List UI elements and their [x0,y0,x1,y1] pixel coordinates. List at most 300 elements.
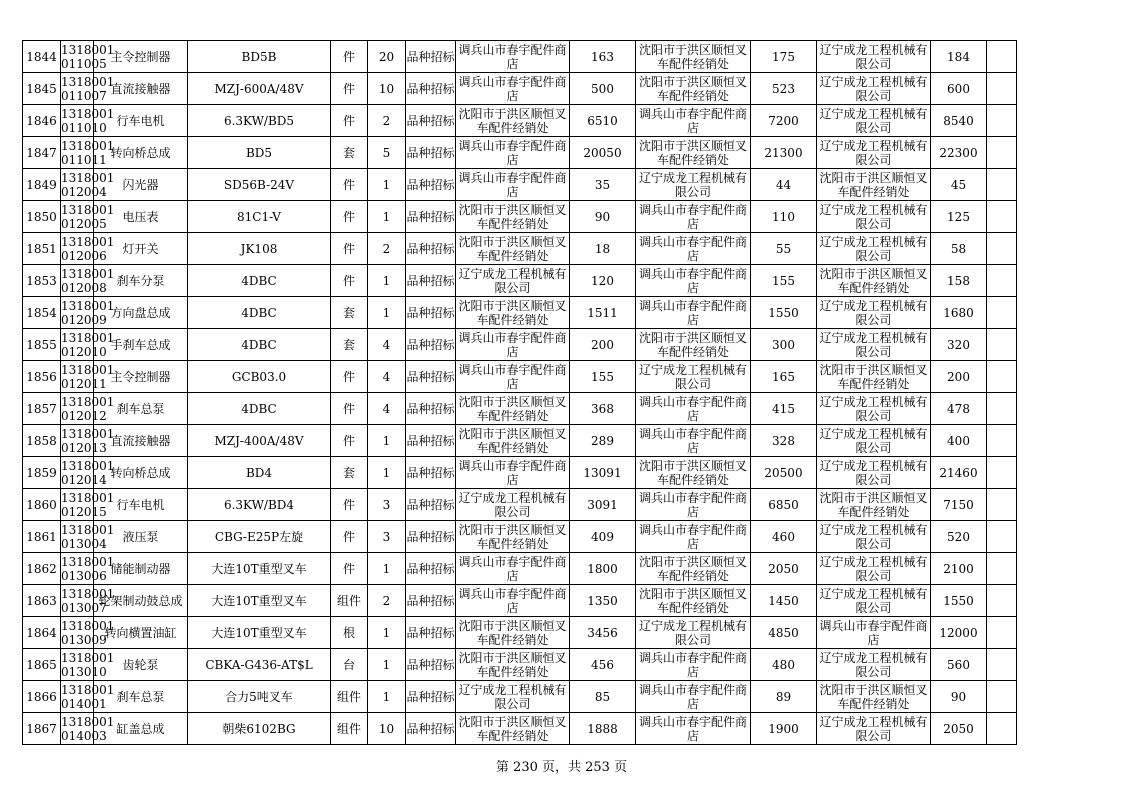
supplier-1: 调兵山市春宇配件商店 [456,137,570,169]
price-3: 184 [931,41,987,73]
procurement-table [22,40,1017,745]
item-name: 转向桥总成 [94,137,188,169]
item-spec: 大连10T重型叉车 [188,553,331,585]
item-qty: 1 [368,457,406,489]
row-number: 1845 [23,73,61,105]
item-unit: 套 [331,297,368,329]
blank-cell [987,713,1017,745]
supplier-3: 辽宁成龙工程机械有限公司 [817,233,931,265]
procurement-method: 品种招标 [406,41,456,73]
blank-cell [987,329,1017,361]
item-spec: JK108 [188,233,331,265]
item-code: 1318001 013010 [61,650,115,679]
blank-cell [987,233,1017,265]
price-2: 55 [751,233,817,265]
table-row [23,73,1017,105]
item-name: 电压表 [94,201,188,233]
price-1: 456 [570,649,636,681]
supplier-2: 调兵山市春宇配件商店 [636,201,751,233]
item-unit: 套 [331,137,368,169]
item-unit: 件 [331,265,368,297]
supplier-3: 辽宁成龙工程机械有限公司 [817,73,931,105]
price-1: 6510 [570,105,636,137]
item-unit: 组件 [331,681,368,713]
supplier-1: 沈阳市于洪区顺恒叉车配件经销处 [456,201,570,233]
blank-cell [987,681,1017,713]
price-1: 155 [570,361,636,393]
table-row [23,521,1017,553]
blank-cell [987,73,1017,105]
price-3: 320 [931,329,987,361]
row-number: 1846 [23,105,61,137]
blank-cell [987,169,1017,201]
table-row [23,329,1017,361]
supplier-3: 沈阳市于洪区顺恒叉车配件经销处 [817,169,931,201]
price-3: 560 [931,649,987,681]
table-row [23,41,1017,73]
price-3: 21460 [931,457,987,489]
blank-cell [987,137,1017,169]
item-qty: 1 [368,425,406,457]
supplier-2: 调兵山市春宇配件商店 [636,297,751,329]
price-3: 58 [931,233,987,265]
row-number: 1867 [23,713,61,745]
supplier-1: 调兵山市春宇配件商店 [456,585,570,617]
item-name: 直流接触器 [94,73,188,105]
table-row [23,265,1017,297]
table-row [23,137,1017,169]
item-qty: 1 [368,681,406,713]
procurement-method: 品种招标 [406,329,456,361]
item-code: 1318001 012004 [61,170,115,199]
supplier-1: 调兵山市春宇配件商店 [456,169,570,201]
item-qty: 20 [368,41,406,73]
procurement-method: 品种招标 [406,713,456,745]
supplier-3: 沈阳市于洪区顺恒叉车配件经销处 [817,265,931,297]
procurement-method: 品种招标 [406,393,456,425]
price-1: 13091 [570,457,636,489]
supplier-2: 调兵山市春宇配件商店 [636,649,751,681]
item-code: 1318001 011005 [61,42,115,71]
table-row [23,553,1017,585]
price-3: 200 [931,361,987,393]
supplier-1: 调兵山市春宇配件商店 [456,329,570,361]
supplier-2: 沈阳市于洪区顺恒叉车配件经销处 [636,329,751,361]
item-code: 1318001 013007 [61,586,115,615]
item-spec: 大连10T重型叉车 [188,585,331,617]
item-name: 闪光器 [94,169,188,201]
item-unit: 件 [331,201,368,233]
supplier-2: 调兵山市春宇配件商店 [636,265,751,297]
row-number: 1865 [23,649,61,681]
item-spec: CBKA-G436-AT$L [188,649,331,681]
supplier-2: 沈阳市于洪区顺恒叉车配件经销处 [636,137,751,169]
procurement-method: 品种招标 [406,521,456,553]
item-name: 刹车总泵 [94,393,188,425]
row-number: 1847 [23,137,61,169]
item-qty: 10 [368,713,406,745]
page-footer: 第 230 页，共 253 页 [495,760,628,775]
row-number: 1855 [23,329,61,361]
table-row [23,393,1017,425]
price-2: 7200 [751,105,817,137]
item-qty: 1 [368,201,406,233]
item-qty: 1 [368,617,406,649]
procurement-method: 品种招标 [406,425,456,457]
price-1: 3091 [570,489,636,521]
item-code: 1318001 013006 [61,554,115,583]
item-spec: 合力5吨叉车 [188,681,331,713]
blank-cell [987,265,1017,297]
supplier-1: 沈阳市于洪区顺恒叉车配件经销处 [456,233,570,265]
price-1: 163 [570,41,636,73]
item-spec: 81C1-V [188,201,331,233]
supplier-1: 调兵山市春宇配件商店 [456,553,570,585]
item-unit: 组件 [331,585,368,617]
item-unit: 件 [331,73,368,105]
item-spec: 4DBC [188,393,331,425]
table-body [23,41,1017,745]
item-unit: 件 [331,233,368,265]
row-number: 1857 [23,393,61,425]
table-row [23,425,1017,457]
item-spec: MZJ-400A/48V [188,425,331,457]
procurement-method: 品种招标 [406,361,456,393]
supplier-1: 辽宁成龙工程机械有限公司 [456,681,570,713]
row-number: 1859 [23,457,61,489]
procurement-method: 品种招标 [406,553,456,585]
procurement-method: 品种招标 [406,201,456,233]
procurement-method: 品种招标 [406,265,456,297]
blank-cell [987,105,1017,137]
price-2: 300 [751,329,817,361]
supplier-2: 沈阳市于洪区顺恒叉车配件经销处 [636,73,751,105]
price-1: 409 [570,521,636,553]
item-unit: 件 [331,105,368,137]
item-unit: 件 [331,41,368,73]
row-number: 1862 [23,553,61,585]
price-2: 460 [751,521,817,553]
price-3: 2100 [931,553,987,585]
item-spec: 大连10T重型叉车 [188,617,331,649]
price-1: 20050 [570,137,636,169]
item-qty: 4 [368,393,406,425]
supplier-1: 辽宁成龙工程机械有限公司 [456,489,570,521]
blank-cell [987,393,1017,425]
supplier-3: 辽宁成龙工程机械有限公司 [817,297,931,329]
procurement-method: 品种招标 [406,233,456,265]
table-row [23,649,1017,681]
item-code: 1318001 012005 [61,202,115,231]
item-spec: SD56B-24V [188,169,331,201]
table-row [23,457,1017,489]
supplier-2: 沈阳市于洪区顺恒叉车配件经销处 [636,41,751,73]
item-name: 储能制动器 [94,553,188,585]
item-qty: 1 [368,169,406,201]
supplier-1: 沈阳市于洪区顺恒叉车配件经销处 [456,105,570,137]
row-number: 1864 [23,617,61,649]
item-name: 转向桥总成 [94,457,188,489]
price-3: 2050 [931,713,987,745]
blank-cell [987,457,1017,489]
price-3: 520 [931,521,987,553]
item-code: 1318001 011010 [61,106,115,135]
supplier-2: 辽宁成龙工程机械有限公司 [636,617,751,649]
supplier-3: 辽宁成龙工程机械有限公司 [817,41,931,73]
procurement-method: 品种招标 [406,137,456,169]
blank-cell [987,617,1017,649]
table-row [23,713,1017,745]
item-spec: MZJ-600A/48V [188,73,331,105]
price-3: 400 [931,425,987,457]
row-number: 1863 [23,585,61,617]
item-code: 1318001 012006 [61,234,115,263]
item-spec: 朝柴6102BG [188,713,331,745]
item-code: 1318001 012008 [61,266,115,295]
item-spec: BD5B [188,41,331,73]
row-number: 1866 [23,681,61,713]
supplier-1: 沈阳市于洪区顺恒叉车配件经销处 [456,713,570,745]
supplier-1: 沈阳市于洪区顺恒叉车配件经销处 [456,425,570,457]
price-1: 35 [570,169,636,201]
price-1: 500 [570,73,636,105]
supplier-3: 辽宁成龙工程机械有限公司 [817,553,931,585]
price-1: 90 [570,201,636,233]
price-2: 175 [751,41,817,73]
supplier-2: 沈阳市于洪区顺恒叉车配件经销处 [636,553,751,585]
price-2: 1550 [751,297,817,329]
blank-cell [987,489,1017,521]
supplier-3: 沈阳市于洪区顺恒叉车配件经销处 [817,489,931,521]
price-1: 1350 [570,585,636,617]
item-unit: 套 [331,457,368,489]
price-3: 22300 [931,137,987,169]
item-qty: 3 [368,489,406,521]
supplier-1: 调兵山市春宇配件商店 [456,457,570,489]
item-name: 手刹车总成 [94,329,188,361]
row-number: 1856 [23,361,61,393]
price-1: 289 [570,425,636,457]
item-qty: 1 [368,297,406,329]
item-name: 主令控制器 [94,361,188,393]
price-2: 2050 [751,553,817,585]
supplier-2: 调兵山市春宇配件商店 [636,233,751,265]
item-spec: 6.3KW/BD5 [188,105,331,137]
item-unit: 组件 [331,713,368,745]
price-2: 480 [751,649,817,681]
row-number: 1844 [23,41,61,73]
price-3: 12000 [931,617,987,649]
item-name: 行车电机 [94,489,188,521]
item-qty: 4 [368,329,406,361]
item-qty: 4 [368,361,406,393]
blank-cell [987,649,1017,681]
item-name: 主令控制器 [94,41,188,73]
item-spec: CBG-E25P左旋 [188,521,331,553]
supplier-3: 辽宁成龙工程机械有限公司 [817,105,931,137]
item-unit: 根 [331,617,368,649]
price-2: 44 [751,169,817,201]
row-number: 1850 [23,201,61,233]
item-spec: 4DBC [188,329,331,361]
item-code: 1318001 014003 [61,714,115,743]
item-name: 缸盖总成 [94,713,188,745]
blank-cell [987,297,1017,329]
price-1: 3456 [570,617,636,649]
price-2: 6850 [751,489,817,521]
supplier-1: 辽宁成龙工程机械有限公司 [456,265,570,297]
price-2: 4850 [751,617,817,649]
item-name: 行车电机 [94,105,188,137]
item-unit: 件 [331,489,368,521]
price-2: 155 [751,265,817,297]
price-2: 415 [751,393,817,425]
supplier-1: 沈阳市于洪区顺恒叉车配件经销处 [456,649,570,681]
blank-cell [987,553,1017,585]
item-spec: GCB03.0 [188,361,331,393]
supplier-1: 调兵山市春宇配件商店 [456,41,570,73]
row-number: 1849 [23,169,61,201]
procurement-method: 品种招标 [406,681,456,713]
item-unit: 件 [331,521,368,553]
table-row [23,585,1017,617]
item-unit: 件 [331,553,368,585]
item-name: 转向横置油缸 [94,617,188,649]
item-unit: 件 [331,425,368,457]
blank-cell [987,361,1017,393]
supplier-1: 沈阳市于洪区顺恒叉车配件经销处 [456,393,570,425]
table-row [23,201,1017,233]
price-3: 600 [931,73,987,105]
item-spec: BD5 [188,137,331,169]
blank-cell [987,41,1017,73]
supplier-2: 调兵山市春宇配件商店 [636,681,751,713]
supplier-2: 辽宁成龙工程机械有限公司 [636,169,751,201]
item-code: 1318001 011011 [61,138,115,167]
item-qty: 3 [368,521,406,553]
supplier-3: 辽宁成龙工程机械有限公司 [817,649,931,681]
price-1: 1800 [570,553,636,585]
item-spec: BD4 [188,457,331,489]
price-3: 7150 [931,489,987,521]
supplier-3: 沈阳市于洪区顺恒叉车配件经销处 [817,361,931,393]
item-code: 1318001 012009 [61,298,115,327]
item-code: 1318001 011007 [61,74,115,103]
table-row [23,169,1017,201]
table-row [23,617,1017,649]
supplier-3: 辽宁成龙工程机械有限公司 [817,329,931,361]
item-code: 1318001 012014 [61,458,115,487]
price-3: 125 [931,201,987,233]
supplier-3: 辽宁成龙工程机械有限公司 [817,393,931,425]
price-1: 368 [570,393,636,425]
price-3: 478 [931,393,987,425]
item-code: 1318001 012015 [61,490,115,519]
row-number: 1851 [23,233,61,265]
row-number: 1858 [23,425,61,457]
table-row [23,233,1017,265]
supplier-1: 调兵山市春宇配件商店 [456,73,570,105]
price-2: 1450 [751,585,817,617]
supplier-3: 辽宁成龙工程机械有限公司 [817,457,931,489]
item-unit: 套 [331,329,368,361]
table-row [23,681,1017,713]
supplier-2: 调兵山市春宇配件商店 [636,489,751,521]
row-number: 1854 [23,297,61,329]
item-name: 齿轮泵 [94,649,188,681]
table-row [23,105,1017,137]
item-qty: 1 [368,265,406,297]
procurement-method: 品种招标 [406,105,456,137]
item-name: 刹车分泵 [94,265,188,297]
supplier-3: 沈阳市于洪区顺恒叉车配件经销处 [817,681,931,713]
procurement-method: 品种招标 [406,617,456,649]
price-2: 165 [751,361,817,393]
item-code: 1318001 012013 [61,426,115,455]
blank-cell [987,201,1017,233]
supplier-3: 辽宁成龙工程机械有限公司 [817,137,931,169]
item-name: 刹车总泵 [94,681,188,713]
item-code: 1318001 013004 [61,522,115,551]
item-code: 1318001 012011 [61,362,115,391]
item-qty: 5 [368,137,406,169]
price-1: 18 [570,233,636,265]
procurement-method: 品种招标 [406,297,456,329]
supplier-1: 调兵山市春宇配件商店 [456,361,570,393]
item-qty: 1 [368,553,406,585]
price-2: 1900 [751,713,817,745]
procurement-method: 品种招标 [406,169,456,201]
price-2: 328 [751,425,817,457]
supplier-3: 辽宁成龙工程机械有限公司 [817,425,931,457]
item-spec: 4DBC [188,297,331,329]
supplier-2: 调兵山市春宇配件商店 [636,105,751,137]
blank-cell [987,425,1017,457]
supplier-2: 沈阳市于洪区顺恒叉车配件经销处 [636,585,751,617]
price-3: 1680 [931,297,987,329]
price-2: 89 [751,681,817,713]
price-3: 8540 [931,105,987,137]
supplier-1: 沈阳市于洪区顺恒叉车配件经销处 [456,297,570,329]
price-2: 20500 [751,457,817,489]
item-spec: 6.3KW/BD4 [188,489,331,521]
supplier-3: 辽宁成龙工程机械有限公司 [817,585,931,617]
table-row [23,361,1017,393]
supplier-2: 辽宁成龙工程机械有限公司 [636,361,751,393]
item-qty: 2 [368,585,406,617]
item-name: 方向盘总成 [94,297,188,329]
procurement-method: 品种招标 [406,649,456,681]
procurement-method: 品种招标 [406,585,456,617]
item-code: 1318001 012010 [61,330,115,359]
blank-cell [987,585,1017,617]
supplier-3: 辽宁成龙工程机械有限公司 [817,201,931,233]
price-1: 85 [570,681,636,713]
price-1: 1888 [570,713,636,745]
item-qty: 2 [368,105,406,137]
item-name: 轮架制动鼓总成 [94,585,188,617]
item-qty: 2 [368,233,406,265]
price-2: 110 [751,201,817,233]
price-1: 200 [570,329,636,361]
item-spec: 4DBC [188,265,331,297]
supplier-2: 沈阳市于洪区顺恒叉车配件经销处 [636,457,751,489]
supplier-3: 辽宁成龙工程机械有限公司 [817,521,931,553]
price-3: 1550 [931,585,987,617]
blank-cell [987,521,1017,553]
procurement-method: 品种招标 [406,457,456,489]
price-2: 523 [751,73,817,105]
